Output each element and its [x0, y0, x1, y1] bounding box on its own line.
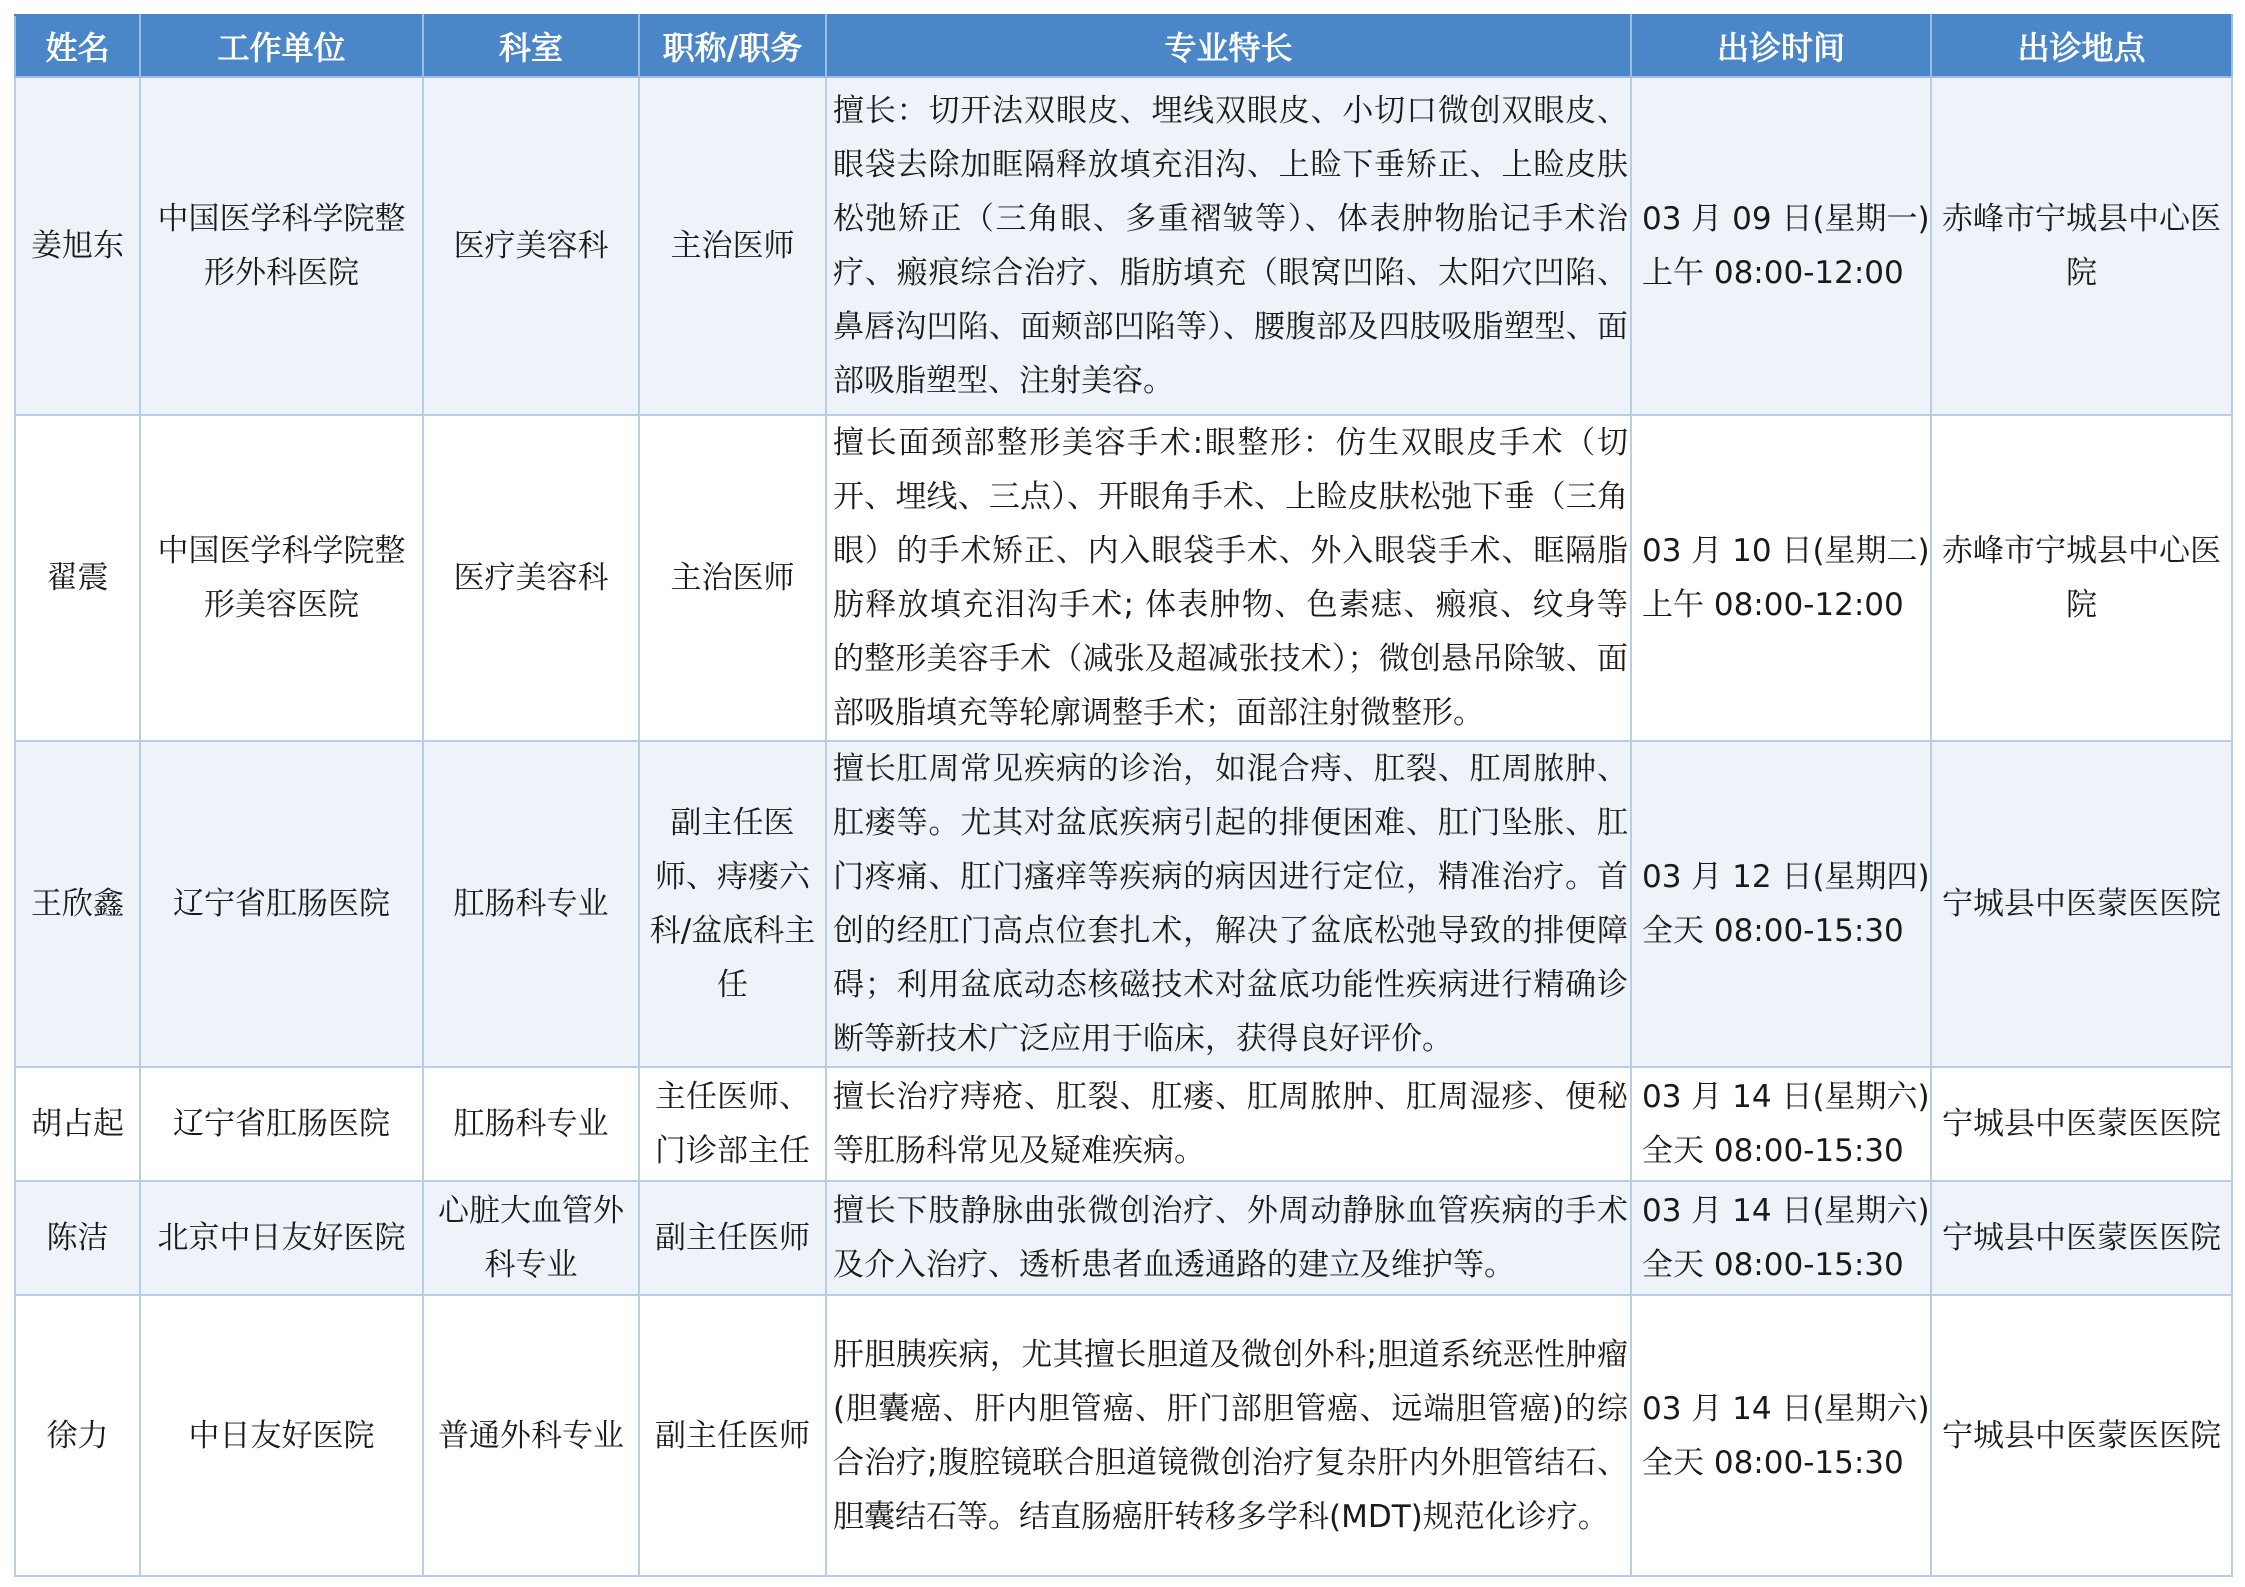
- header-title: 职称/职务: [639, 15, 826, 77]
- cell-unit: 辽宁省肛肠医院: [140, 741, 423, 1067]
- cell-specialty: 肝胆胰疾病，尤其擅长胆道及微创外科;胆道系统恶性肿瘤(胆囊癌、肝内胆管癌、肝门部胆管癌、远端胆管癌)的综合治疗;腹腔镜联合胆道镜微创治疗复杂肝内外胆管结石、胆囊结石等。结直肠癌肝转移多学科(MDT)规范化诊疗。: [826, 1295, 1631, 1576]
- cell-title: 主任医师、门诊部主任: [639, 1067, 826, 1181]
- cell-specialty: 擅长面颈部整形美容手术:眼整形：仿生双眼皮手术（切开、埋线、三点）、开眼角手术、上睑皮肤松弛下垂（三角眼）的手术矫正、内入眼袋手术、外入眼袋手术、眶隔脂肪释放填充泪沟手术; 体表肿物、色素痣、瘢痕、纹身等的整形美容手术（减张及超减张技术）；微创悬吊除皱、面部吸脂填充等轮廓调整手术；面部注射微整形。: [826, 415, 1631, 741]
- cell-place: 宁城县中医蒙医医院: [1931, 1295, 2232, 1576]
- header-specialty: 专业特长: [826, 15, 1631, 77]
- header-row: [15, 15, 2232, 77]
- visit-hours: 上午 08:00-12:00: [1642, 255, 1904, 291]
- cell-specialty: 擅长下肢静脉曲张微创治疗、外周动静脉血管疾病的手术及介入治疗、透析患者血透通路的建立及维护等。: [826, 1181, 1631, 1295]
- cell-place: 宁城县中医蒙医医院: [1931, 1181, 2232, 1295]
- cell-dept: 心脏大血管外科专业: [423, 1181, 639, 1295]
- cell-specialty: 擅长：切开法双眼皮、埋线双眼皮、小切口微创双眼皮、眼袋去除加眶隔释放填充泪沟、上睑下垂矫正、上睑皮肤松弛矫正（三角眼、多重褶皱等）、体表肿物胎记手术治疗、瘢痕综合治疗、脂肪填充（眼窝凹陷、太阳穴凹陷、鼻唇沟凹陷、面颊部凹陷等）、腰腹部及四肢吸脂塑型、面部吸脂塑型、注射美容。: [826, 77, 1631, 415]
- cell-dept: 普通外科专业: [423, 1295, 639, 1576]
- visit-date: 03 月 14 日(星期六): [1642, 1079, 1930, 1115]
- cell-place: 赤峰市宁城县中心医院: [1931, 415, 2232, 741]
- cell-title: 副主任医师、痔瘘六科/盆底科主任: [639, 741, 826, 1067]
- cell-specialty: 擅长治疗痔疮、肛裂、肛瘘、肛周脓肿、肛周湿疹、便秘等肛肠科常见及疑难疾病。: [826, 1067, 1631, 1181]
- visit-hours: 全天 08:00-15:30: [1642, 1444, 1904, 1481]
- table-row: [15, 1067, 2232, 1181]
- cell-place: 赤峰市宁城县中心医院: [1931, 77, 2232, 415]
- doctor-schedule-table: [14, 14, 2233, 1577]
- header-place: 出诊地点: [1931, 15, 2232, 77]
- visit-date: 03 月 14 日(星期六): [1642, 1390, 1930, 1427]
- visit-date: 03 月 10 日(星期二): [1642, 533, 1930, 569]
- header-dept: 科室: [423, 15, 639, 77]
- cell-dept: 医疗美容科: [423, 77, 639, 415]
- header-unit: 工作单位: [140, 15, 423, 77]
- visit-hours: 全天 08:00-15:30: [1642, 1133, 1904, 1169]
- cell-title: 主治医师: [639, 415, 826, 741]
- cell-title: 副主任医师: [639, 1295, 826, 1576]
- table-row: [15, 77, 2232, 415]
- cell-dept: 医疗美容科: [423, 415, 639, 741]
- cell-name: 姜旭东: [15, 77, 140, 415]
- cell-unit: 中国医学科学院整形外科医院: [140, 77, 423, 415]
- cell-specialty: 擅长肛周常见疾病的诊治，如混合痔、肛裂、肛周脓肿、肛瘘等。尤其对盆底疾病引起的排便困难、肛门坠胀、肛门疼痛、肛门瘙痒等疾病的病因进行定位，精准治疗。首创的经肛门高点位套扎术，解决了盆底松弛导致的排便障碍；利用盆底动态核磁技术对盆底功能性疾病进行精确诊断等新技术广泛应用于临床，获得良好评价。: [826, 741, 1631, 1067]
- cell-title: 主治医师: [639, 77, 826, 415]
- cell-name: 胡占起: [15, 1067, 140, 1181]
- cell-time: [1631, 415, 1931, 741]
- visit-date: 03 月 12 日(星期四): [1642, 859, 1930, 895]
- cell-name: 翟震: [15, 415, 140, 741]
- schedule-sheet: [14, 14, 2231, 1577]
- table-row: [15, 1181, 2232, 1295]
- cell-dept: 肛肠科专业: [423, 741, 639, 1067]
- visit-hours: 上午 08:00-12:00: [1642, 587, 1904, 623]
- cell-time: [1631, 741, 1931, 1067]
- cell-name: 陈洁: [15, 1181, 140, 1295]
- table-row: [15, 741, 2232, 1067]
- cell-unit: 中日友好医院: [140, 1295, 423, 1576]
- cell-unit: 北京中日友好医院: [140, 1181, 423, 1295]
- cell-name: 徐力: [15, 1295, 140, 1576]
- visit-date: 03 月 09 日(星期一): [1642, 201, 1930, 237]
- cell-time: [1631, 1295, 1931, 1576]
- cell-time: [1631, 1181, 1931, 1295]
- visit-hours: 全天 08:00-15:30: [1642, 1247, 1904, 1283]
- table-row: [15, 1295, 2232, 1576]
- cell-time: [1631, 77, 1931, 415]
- cell-place: 宁城县中医蒙医医院: [1931, 741, 2232, 1067]
- visit-hours: 全天 08:00-15:30: [1642, 913, 1904, 949]
- cell-unit: 辽宁省肛肠医院: [140, 1067, 423, 1181]
- header-time: 出诊时间: [1631, 15, 1931, 77]
- cell-time: [1631, 1067, 1931, 1181]
- visit-date: 03 月 14 日(星期六): [1642, 1193, 1930, 1229]
- cell-dept: 肛肠科专业: [423, 1067, 639, 1181]
- cell-place: 宁城县中医蒙医医院: [1931, 1067, 2232, 1181]
- header-name: 姓名: [15, 15, 140, 77]
- cell-unit: 中国医学科学院整形美容医院: [140, 415, 423, 741]
- cell-title: 副主任医师: [639, 1181, 826, 1295]
- table-row: [15, 415, 2232, 741]
- cell-name: 王欣鑫: [15, 741, 140, 1067]
